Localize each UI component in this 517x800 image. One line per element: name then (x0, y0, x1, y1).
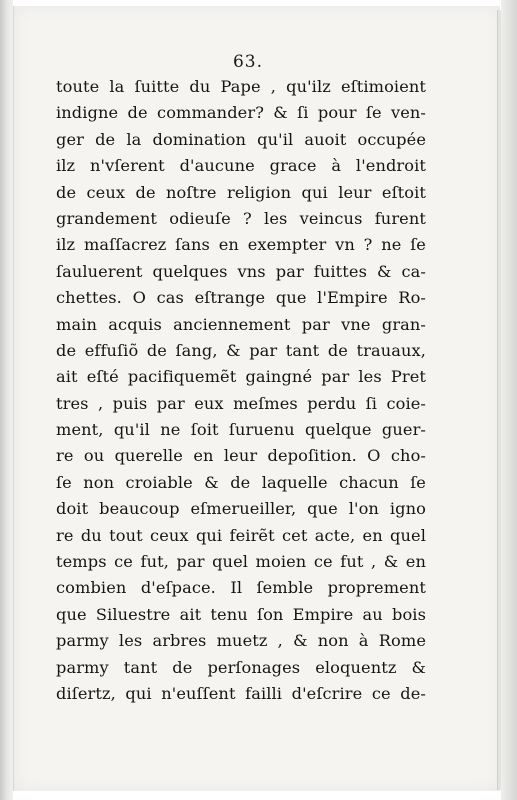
text-line: main acquis anciennement par vne gran- (56, 314, 426, 334)
scan-margin-right (501, 0, 517, 800)
binding-gutter (0, 0, 13, 800)
text-line: grandement odieuſe ? les veincus furent (56, 208, 426, 228)
text-line: chettes. O cas eſtrange que l'Empire Ro- (56, 288, 426, 308)
text-line: indigne de commander? & ſi pour ſe ven- (56, 103, 426, 123)
text-line: ait eſté pacifiquemẽt gaingné par les Pret (56, 367, 426, 387)
text-line: toute la ſuitte du Pape , qu'ilz eſtimoient (56, 77, 426, 96)
text-line: ment, qu'il ne ſoit ſuruenu quelque guer- (56, 420, 426, 440)
page-number: 63. (232, 52, 264, 72)
text-line: temps ce fut, par quel moien ce fut , & en (56, 552, 426, 572)
text-line: re du tout ceux qui feirẽt cet acte, en quel (56, 525, 426, 545)
text-line: de effuſiõ de ſang, & par tant de trauaux, (56, 340, 426, 360)
text-line: ilz maſſacrez ſans en exempter vn ? ne ſe (56, 235, 426, 255)
text-line: parmy tant de perſonages eloquentz & (56, 657, 426, 677)
text-line: que Siluestre ait tenu ſon Empire au bois (56, 604, 426, 624)
text-line: combien d'eſpace. Il ſemble proprement (56, 578, 426, 598)
text-line: tres , puis par eux meſmes perdu ſi coie- (56, 393, 426, 413)
text-line: diſertz, qui n'euſſent failli d'eſcrire ce de- (56, 683, 426, 703)
text-line: ilz n'vſerent d'aucune grace à l'endroit (56, 156, 426, 176)
text-line: re ou querelle en leur depoſition. O cho- (56, 446, 426, 466)
text-line: ſe non croiable & de laquelle chacun ſe (56, 472, 426, 492)
text-line: de ceux de noſtre religion qui leur eſtoit (56, 182, 426, 202)
text-line: parmy les arbres muetz , & non à Rome (56, 631, 426, 651)
body-text (56, 74, 426, 707)
text-line: ger de la domination qu'il auoit occupée (56, 129, 426, 149)
text-line: ſauluerent quelques vns par fuittes & ca- (56, 261, 426, 281)
text-line: doit beaucoup eſmerueiller, que l'on igno (56, 499, 426, 519)
